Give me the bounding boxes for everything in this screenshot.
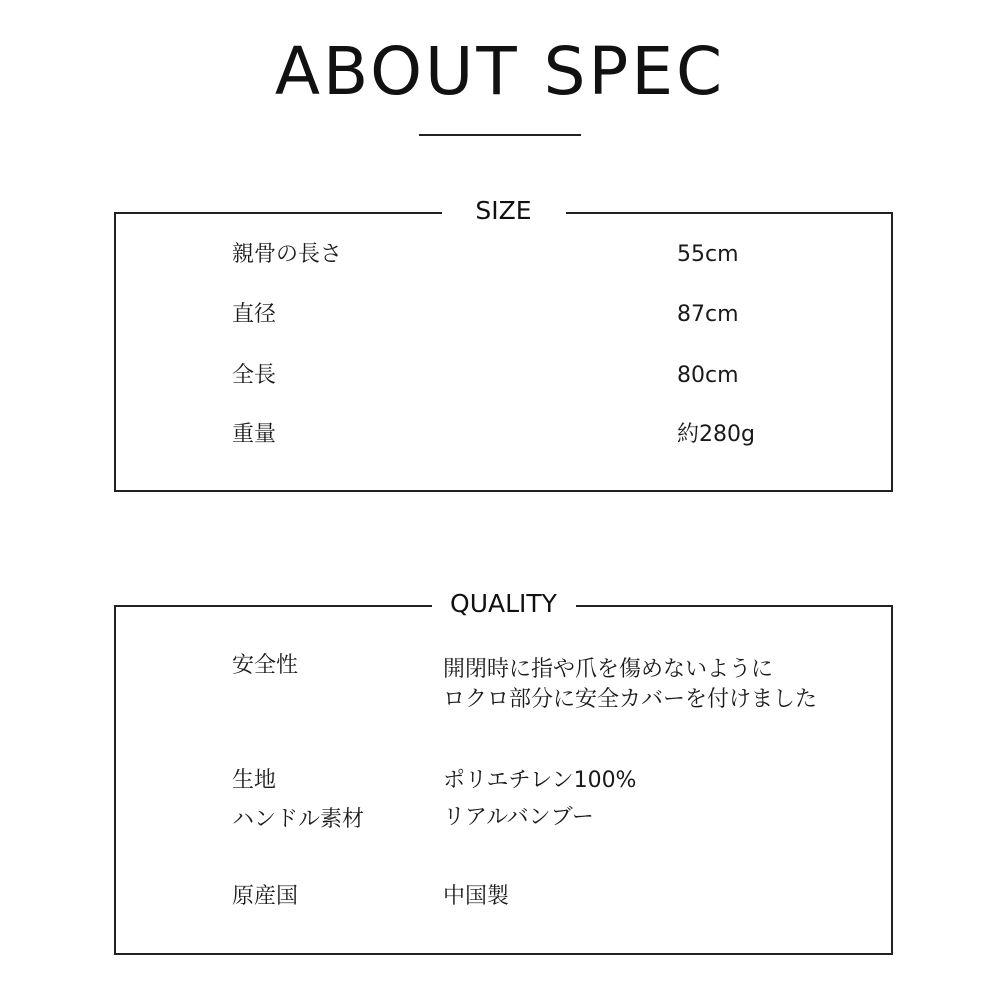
quality-spec-box bbox=[114, 589, 893, 955]
quality-label-safety: 安全性 bbox=[232, 653, 299, 678]
size-value-total-length: 80cm bbox=[677, 363, 739, 388]
quality-heading: QUALITY bbox=[432, 586, 576, 622]
size-label-total-length: 全長 bbox=[232, 363, 277, 388]
size-spec-box bbox=[114, 196, 893, 492]
quality-value-fabric: ポリエチレン100% bbox=[443, 768, 637, 793]
quality-value-origin: 中国製 bbox=[443, 884, 510, 909]
quality-value-safety: 開閉時に指や爪を傷めないように ロクロ部分に安全カバーを付けました bbox=[443, 657, 818, 712]
page-title: ABOUT SPEC bbox=[274, 33, 726, 110]
size-heading: SIZE bbox=[442, 193, 566, 229]
size-value-rib-length: 55cm bbox=[677, 242, 739, 267]
size-value-diameter: 87cm bbox=[677, 302, 739, 327]
quality-value-handle-material: リアルバンブー bbox=[443, 805, 594, 830]
size-label-rib-length: 親骨の長さ bbox=[232, 242, 343, 267]
quality-label-origin: 原産国 bbox=[232, 884, 299, 909]
quality-label-handle-material: ハンドル素材 bbox=[232, 807, 365, 832]
quality-label-fabric: 生地 bbox=[232, 768, 277, 793]
title-underline bbox=[419, 134, 581, 136]
size-label-diameter: 直径 bbox=[232, 302, 277, 327]
size-label-weight: 重量 bbox=[232, 422, 277, 447]
size-value-weight: 約280g bbox=[677, 422, 755, 447]
